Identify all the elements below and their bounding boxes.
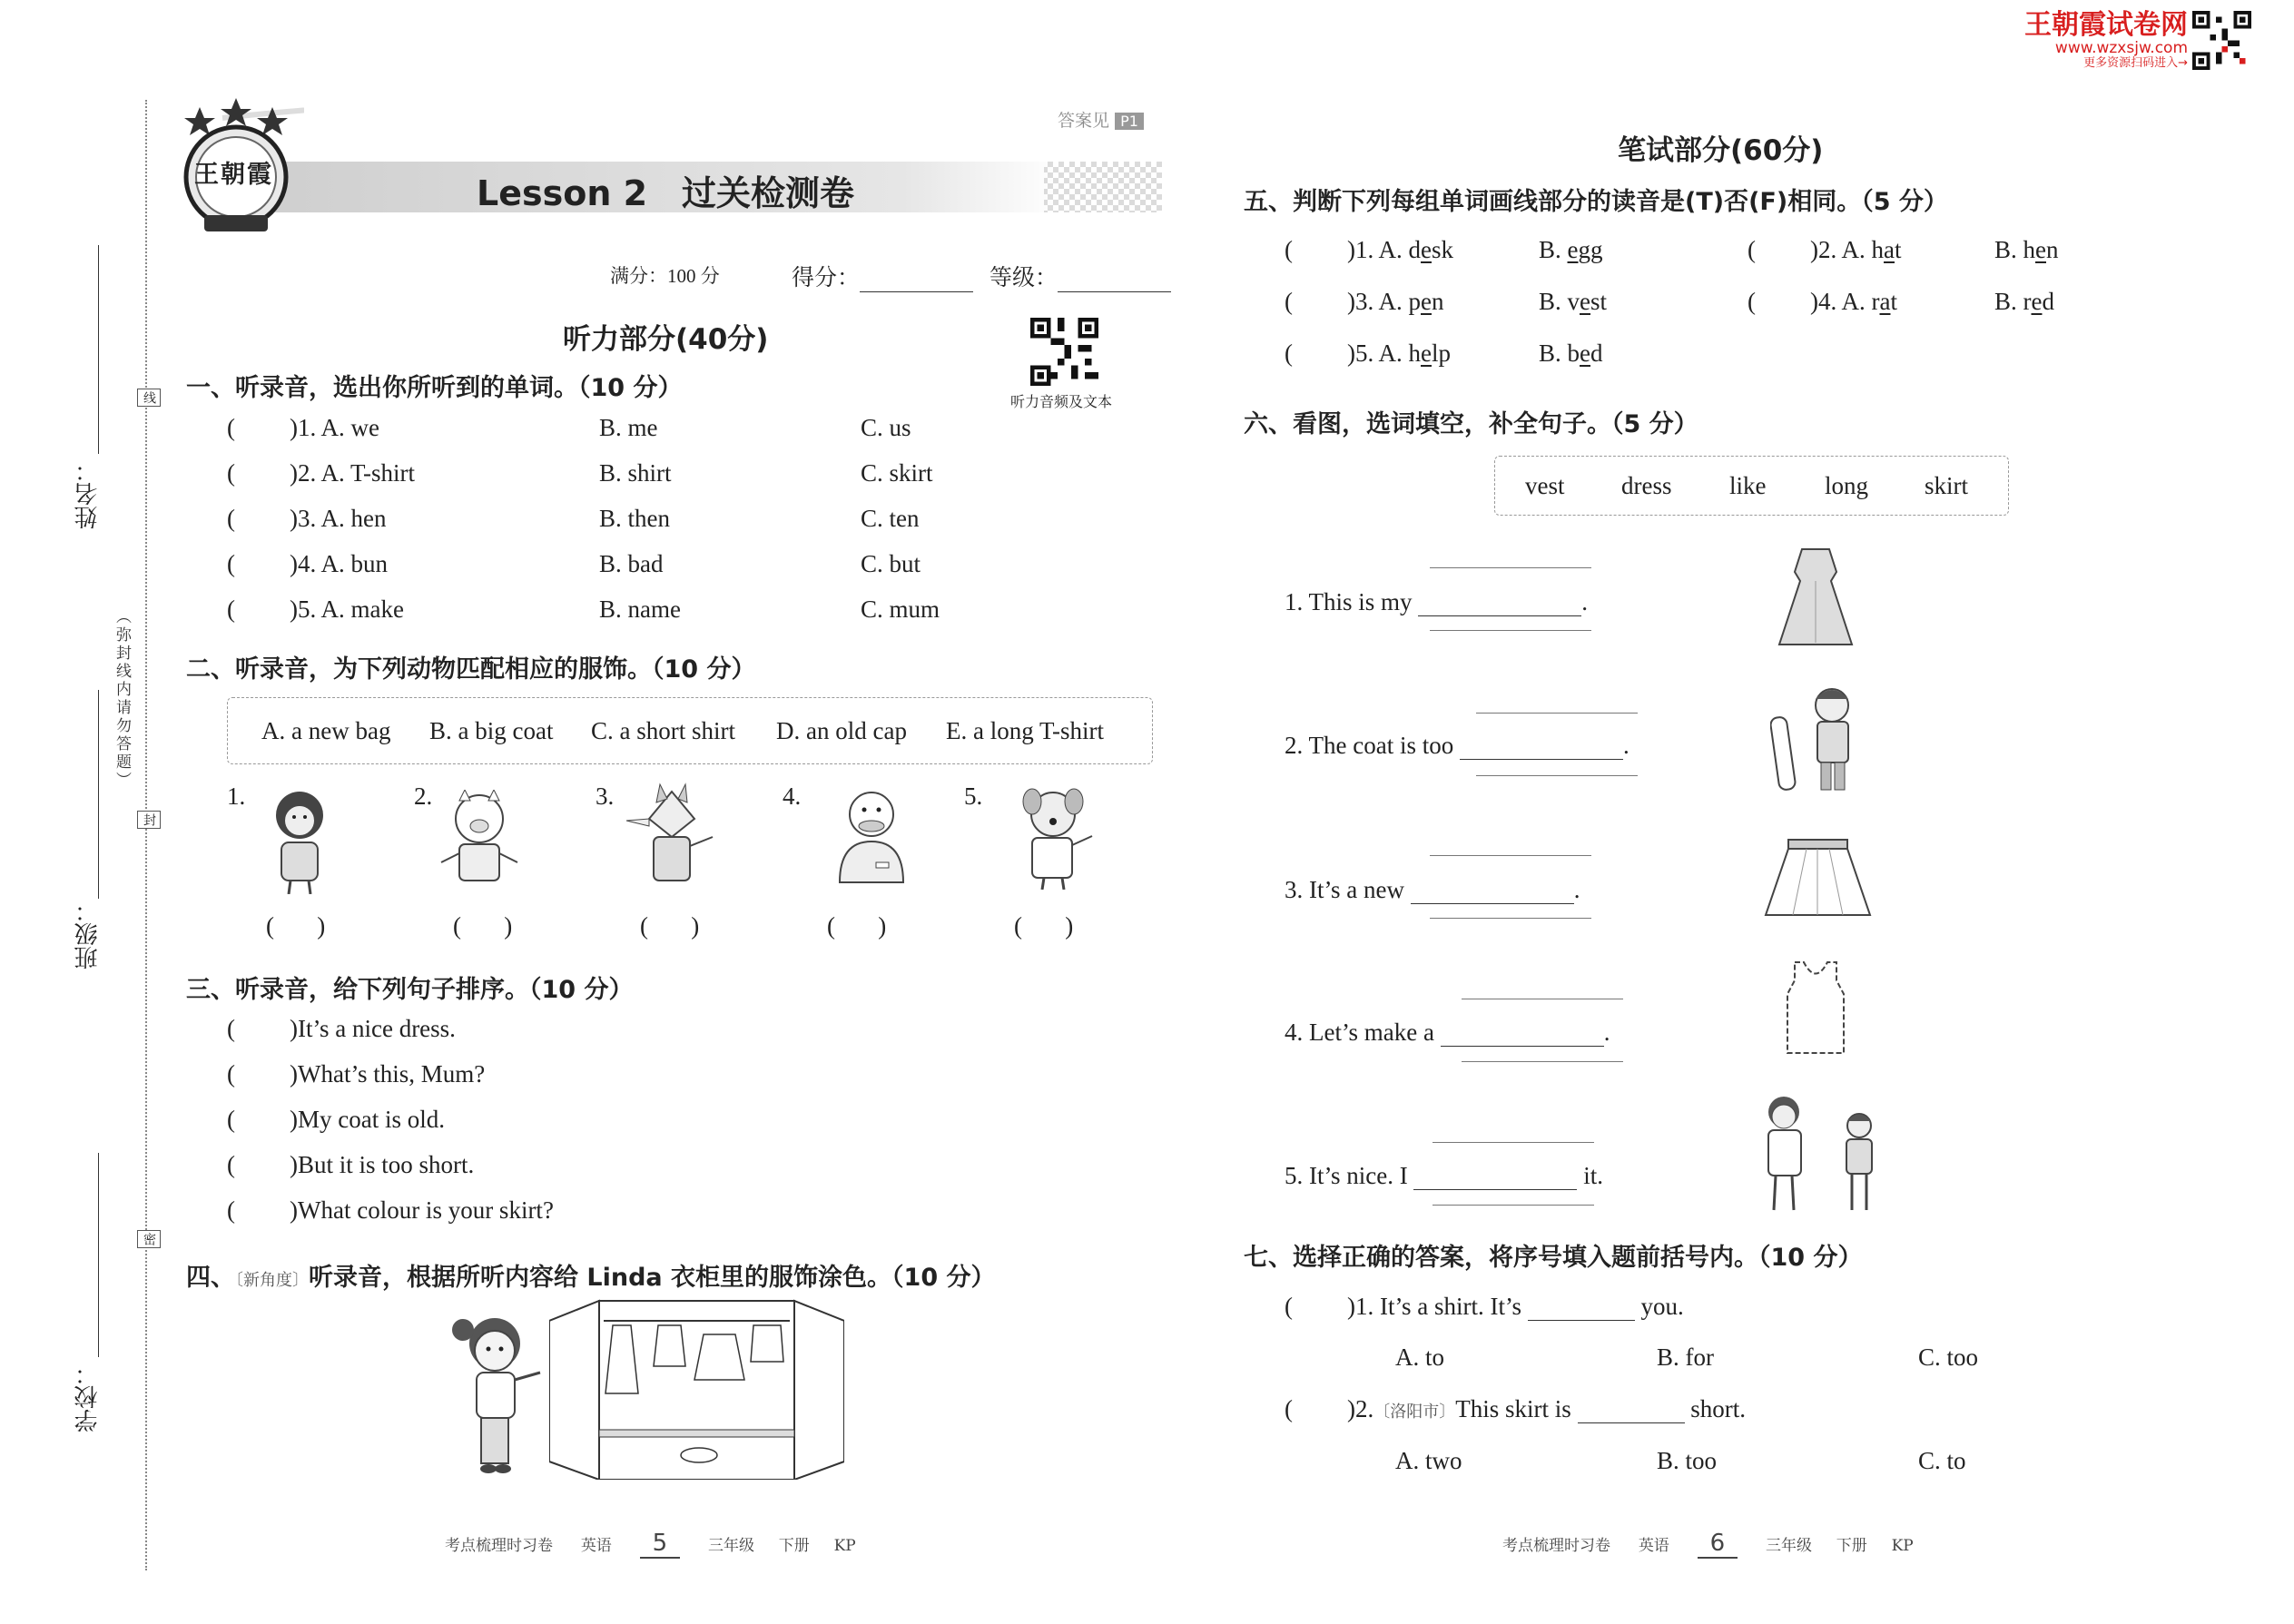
q6-sentence: 4. Let’s make a . <box>1285 1019 1610 1046</box>
q2-option: A. a new bag <box>261 717 391 744</box>
monkey-picture <box>263 790 336 894</box>
q2-answer-paren[interactable]: ( ) <box>640 912 700 940</box>
q1-option-b: B. name <box>599 595 681 623</box>
answer-blank[interactable] <box>1418 615 1581 616</box>
paren-open: ( <box>227 414 235 441</box>
q6-word: skirt <box>1925 472 1969 499</box>
fox-picture <box>622 782 722 891</box>
footer-right <box>1502 1530 1914 1557</box>
q7-option: A. to <box>1395 1343 1444 1371</box>
listening-qr-icon[interactable] <box>1030 318 1098 386</box>
answer-blank[interactable] <box>1411 903 1574 904</box>
q1-item: ( )5. A. make <box>227 595 404 623</box>
footer-subject: 英语 <box>580 1537 612 1555</box>
grade-label: 等级： <box>989 266 1058 290</box>
watermark <box>2024 11 2188 71</box>
q7-option: A. two <box>1395 1447 1462 1474</box>
answer-blank[interactable] <box>1578 1422 1685 1423</box>
watermark-note: 更多资源扫码进入→ <box>2083 56 2188 70</box>
footer-page-number: 5 <box>640 1530 681 1559</box>
score-field <box>792 260 973 292</box>
q5-option-b: B. egg <box>1539 236 1603 263</box>
q6-word: long <box>1825 472 1869 499</box>
q1-item: ( )1. A. we <box>227 414 379 441</box>
q7-option: B. for <box>1657 1343 1714 1371</box>
q5-item: ( )5. A. help <box>1285 340 1451 367</box>
q2-option: C. a short shirt <box>591 717 735 744</box>
name-blank <box>98 245 99 454</box>
full-score: 满分：100 分 <box>610 265 720 287</box>
footer-book: 考点梳理时习卷 <box>445 1537 553 1555</box>
q2-num: 5. <box>964 782 983 810</box>
class-blank <box>98 690 99 899</box>
q6-sentence: 5. It’s nice. I it. <box>1285 1162 1603 1189</box>
watermark-url: www.wzxsjw.com <box>2054 39 2188 57</box>
q7-item: ( )1. It’s a shirt. It’s you. <box>1285 1293 1684 1320</box>
q7-option: C. too <box>1918 1343 1979 1371</box>
q5-option-b: B. bed <box>1539 340 1603 367</box>
q3-title: 三、听录音，给下列句子排序。（10 分） <box>186 976 634 1004</box>
vest-picture <box>1784 958 1847 1058</box>
q1-option-c: C. but <box>861 550 921 577</box>
q1-option-b: B. me <box>599 414 658 441</box>
q5-option-b: B. red <box>1994 288 2054 315</box>
watermark-brand: 王朝霞试卷网 <box>2024 9 2188 41</box>
footer-ed: KP <box>833 1537 856 1555</box>
q6-word: like <box>1729 472 1767 499</box>
linda-picture <box>445 1307 554 1475</box>
q3-item: ( )My coat is old. <box>227 1106 445 1133</box>
footer-ed: KP <box>1891 1537 1914 1555</box>
paren-open: ( <box>227 595 235 623</box>
wardrobe-picture <box>549 1294 844 1480</box>
q5-option-b: B. vest <box>1539 288 1608 315</box>
mark-xian: 线 <box>137 389 161 407</box>
q2-answer-paren[interactable]: ( ) <box>827 912 887 940</box>
q5-item: ( )1. A. desk <box>1285 236 1453 263</box>
q7-option: C. to <box>1918 1447 1966 1474</box>
watermark-qr-icon[interactable] <box>2192 11 2251 70</box>
q5-item: ( )2. A. hat <box>1748 236 1902 263</box>
q2-num: 4. <box>783 782 802 810</box>
q6-word: dress <box>1621 472 1672 499</box>
footer-grade: 三年级 <box>1765 1537 1812 1555</box>
q1-option-b: B. bad <box>599 550 664 577</box>
q2-answer-paren[interactable]: ( ) <box>453 912 513 940</box>
paren-open: ( <box>227 459 235 487</box>
seal-note: （弥封线内请勿答题） <box>113 608 131 790</box>
q3-item: ( )What’s this, Mum? <box>227 1060 486 1088</box>
q2-option: E. a long T-shirt <box>946 717 1104 744</box>
answer-page-badge: P1 <box>1115 113 1144 130</box>
q2-title: 二、听录音，为下列动物匹配相应的服饰。（10 分） <box>186 655 756 684</box>
page-title: Lesson 2 过关检测卷 <box>477 173 855 213</box>
grade-blank <box>1058 291 1171 292</box>
duck-picture <box>822 782 921 887</box>
name-label: 姓名： <box>74 458 102 529</box>
listening-title: 听力部分(40分) <box>563 323 769 356</box>
q2-option: D. an old cap <box>776 717 907 744</box>
footer-term: 下册 <box>1836 1537 1867 1555</box>
q5-title: 五、判断下列每组单词画线部分的读音是(T)否(F)相同。（5 分） <box>1244 188 1948 216</box>
q7-option: B. too <box>1657 1447 1718 1474</box>
q5-item: ( )4. A. rat <box>1748 288 1897 315</box>
qr-caption: 听力音频及文本 <box>1010 395 1113 410</box>
footer-book: 考点梳理时习卷 <box>1502 1537 1610 1555</box>
q2-num: 3. <box>596 782 615 810</box>
q3-item: ( )But it is too short. <box>227 1151 475 1178</box>
q1-option-c: C. skirt <box>861 459 933 487</box>
q2-answer-paren[interactable]: ( ) <box>266 912 326 940</box>
q1-option-c: C. us <box>861 414 911 441</box>
q6-sentence: 3. It’s a new . <box>1285 876 1580 903</box>
q1-option-b: B. then <box>599 505 670 532</box>
boy-mirror-picture <box>1770 685 1870 794</box>
q1-option-c: C. mum <box>861 595 940 623</box>
q7-tag: 〔洛阳市〕 <box>1373 1403 1456 1422</box>
q4-prefix: 四、 <box>186 1264 235 1292</box>
writing-title: 笔试部分(60分) <box>1618 134 1824 167</box>
q7-title: 七、选择正确的答案，将序号填入题前括号内。（10 分） <box>1244 1244 1863 1272</box>
q5-grid <box>1285 236 2192 372</box>
skirt-picture <box>1761 835 1875 921</box>
school-blank <box>98 1153 99 1357</box>
q2-option: B. a big coat <box>429 717 554 744</box>
q4-title <box>186 1257 996 1293</box>
school-label: 学校： <box>74 1362 102 1432</box>
mark-feng: 封 <box>137 811 161 829</box>
q1-item: ( )4. A. bun <box>227 550 388 577</box>
score-label: 得分： <box>792 266 861 290</box>
answer-blank[interactable] <box>1460 759 1623 760</box>
q6-word: vest <box>1525 472 1565 499</box>
answer-ref <box>1058 107 1144 132</box>
answer-blank[interactable] <box>1413 1189 1577 1190</box>
q5-item: ( )3. A. pen <box>1285 288 1444 315</box>
q1-title: 一、听录音，选出你所听到的单词。（10 分） <box>186 374 683 402</box>
q7-item: ( )2.〔洛阳市〕This skirt is short. <box>1285 1395 1747 1422</box>
q6-title: 六、看图，选词填空，补全句子。（5 分） <box>1244 410 1698 438</box>
q3-item: ( )It’s a nice dress. <box>227 1015 456 1042</box>
q1-option-c: C. ten <box>861 505 920 532</box>
q1-option-b: B. shirt <box>599 459 672 487</box>
footer-grade: 三年级 <box>707 1537 754 1555</box>
footer-left <box>445 1530 856 1557</box>
footer-term: 下册 <box>778 1537 810 1555</box>
q6-sentence: 2. The coat is too . <box>1285 732 1629 759</box>
q1-item: ( )2. A. T-shirt <box>227 459 416 487</box>
logo-text: 王朝霞 <box>194 161 273 189</box>
q3-item: ( )What colour is your skirt? <box>227 1196 554 1224</box>
paren-open: ( <box>227 550 235 577</box>
grade-field <box>989 260 1171 292</box>
pig-picture <box>434 790 525 890</box>
score-blank <box>860 291 973 292</box>
q1-item: ( )3. A. hen <box>227 505 387 532</box>
binding-line <box>145 100 147 1570</box>
q4-text: 听录音，根据所听内容给 Linda 衣柜里的服饰涂色。（10 分） <box>309 1264 996 1292</box>
class-label: 班级： <box>74 899 102 969</box>
dog-picture <box>1012 785 1098 890</box>
girl-boy-picture <box>1752 1094 1888 1216</box>
answer-blank[interactable] <box>1441 1046 1604 1047</box>
q2-num: 2. <box>414 782 433 810</box>
dress-picture <box>1775 545 1856 649</box>
footer-page-number: 6 <box>1698 1530 1738 1559</box>
footer-subject: 英语 <box>1638 1537 1669 1555</box>
q4-tag: 〔新角度〕 <box>235 1271 309 1290</box>
answer-blank[interactable] <box>1528 1320 1635 1321</box>
mark-mi: 密 <box>137 1230 161 1248</box>
q2-answer-paren[interactable]: ( ) <box>1014 912 1074 940</box>
paren-open: ( <box>227 505 235 532</box>
q6-sentence: 1. This is my . <box>1285 588 1589 615</box>
answer-ref-label: 答案见 <box>1058 111 1110 131</box>
q2-num: 1. <box>227 782 246 810</box>
q5-option-b: B. hen <box>1994 236 2059 263</box>
